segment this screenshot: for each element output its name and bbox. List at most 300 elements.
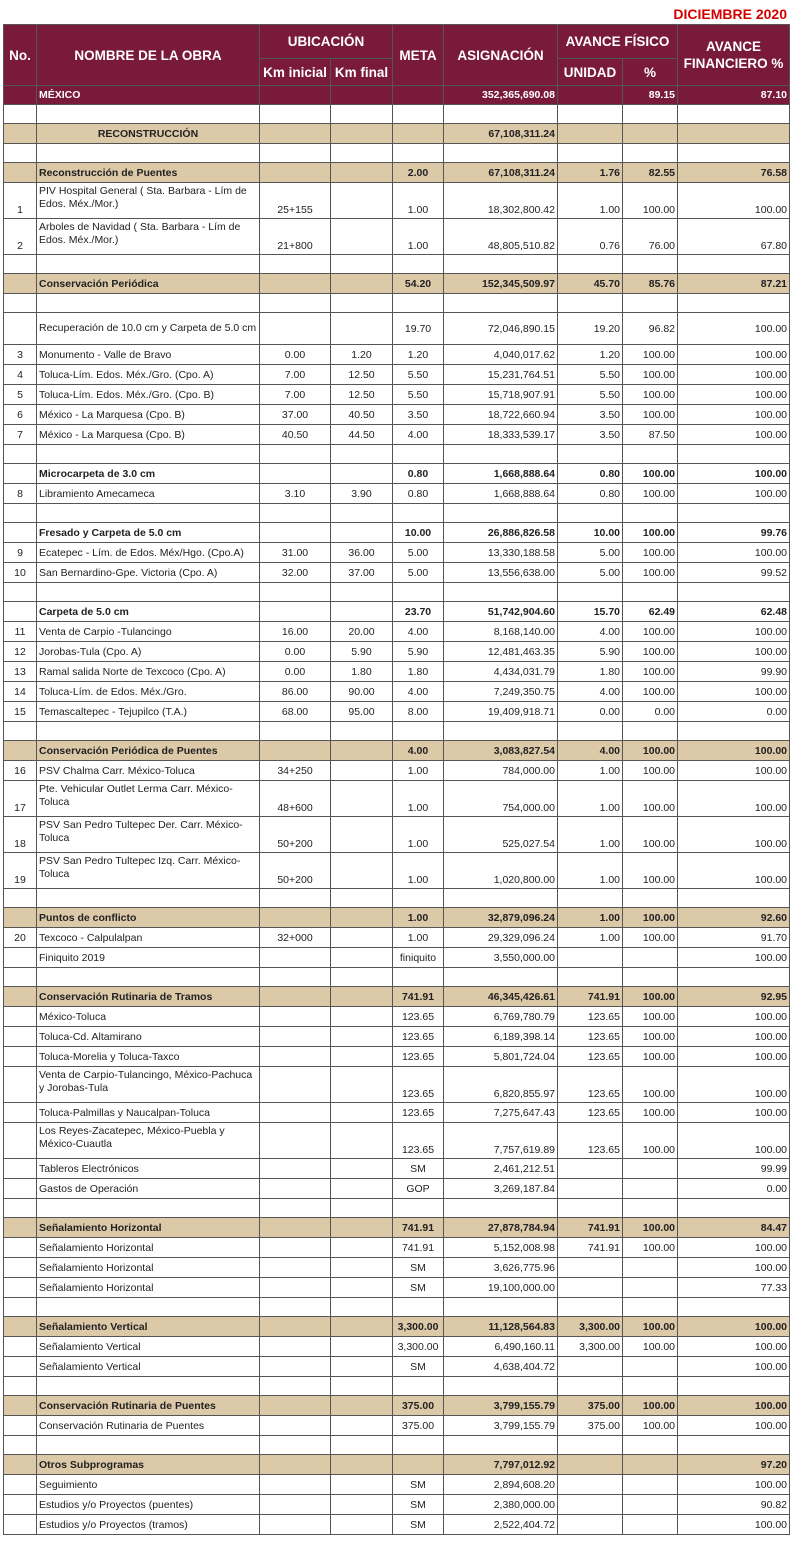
- cell-col-7: [623, 504, 678, 523]
- cell-col-4: 5.00: [393, 563, 444, 583]
- cell-col-6: 1.00: [558, 853, 623, 889]
- cell-col-4: SM: [393, 1495, 444, 1515]
- cell-col-8: 100.00: [678, 1357, 790, 1377]
- cell-col-4: 1.00: [393, 219, 444, 255]
- cell-col-0: [4, 1298, 37, 1317]
- cell-col-7: 100.00: [623, 817, 678, 853]
- cell-col-4: 741.91: [393, 1238, 444, 1258]
- cell-col-6: 1.00: [558, 183, 623, 219]
- cell-col-2: 0.00: [260, 345, 331, 365]
- cell-col-4: [393, 124, 444, 144]
- cell-col-8: 100.00: [678, 543, 790, 563]
- cell-col-0: [4, 908, 37, 928]
- cell-col-3: [331, 313, 393, 345]
- cell-col-3: [331, 183, 393, 219]
- cell-col-2: [260, 1159, 331, 1179]
- cell-col-5: 352,365,690.08: [444, 86, 558, 105]
- cell-col-7: 100.00: [623, 464, 678, 484]
- cell-col-4: [393, 86, 444, 105]
- cell-col-7: [623, 968, 678, 987]
- cell-col-8: [678, 255, 790, 274]
- table-row: [4, 163, 790, 183]
- cell-col-8: 100.00: [678, 642, 790, 662]
- cell-col-1: Toluca-Cd. Altamirano: [37, 1027, 260, 1047]
- cell-col-2: [260, 1047, 331, 1067]
- cell-col-2: [260, 722, 331, 741]
- cell-col-2: [260, 602, 331, 622]
- cell-col-1: [37, 1436, 260, 1455]
- table-row: [4, 425, 790, 445]
- cell-col-8: [678, 889, 790, 908]
- cell-col-1: Estudios y/o Proyectos (tramos): [37, 1515, 260, 1535]
- cell-col-7: 100.00: [623, 543, 678, 563]
- cell-col-2: 34+250: [260, 761, 331, 781]
- cell-col-6: [558, 1199, 623, 1218]
- cell-col-5: 3,083,827.54: [444, 741, 558, 761]
- cell-col-1: Señalamiento Horizontal: [37, 1218, 260, 1238]
- cell-col-5: 48,805,510.82: [444, 219, 558, 255]
- cell-col-3: [331, 602, 393, 622]
- cell-col-0: [4, 987, 37, 1007]
- table-row: [4, 908, 790, 928]
- cell-col-5: 2,461,212.51: [444, 1159, 558, 1179]
- cell-col-1: Estudios y/o Proyectos (puentes): [37, 1495, 260, 1515]
- cell-col-5: 67,108,311.24: [444, 163, 558, 183]
- header-km-inicial: Km inicial: [260, 59, 331, 86]
- cell-col-1: Los Reyes-Zacatepec, México-Puebla y México-Cuautla: [37, 1123, 260, 1159]
- cell-col-4: 5.50: [393, 385, 444, 405]
- table-body: [4, 86, 790, 1535]
- cell-col-3: [331, 761, 393, 781]
- table-row: [4, 1179, 790, 1199]
- cell-col-7: 100.00: [623, 781, 678, 817]
- cell-col-0: 7: [4, 425, 37, 445]
- cell-col-7: 100.00: [623, 365, 678, 385]
- cell-col-0: [4, 1475, 37, 1495]
- table-row: [4, 642, 790, 662]
- cell-col-8: 62.48: [678, 602, 790, 622]
- cell-col-8: 100.00: [678, 948, 790, 968]
- cell-col-2: [260, 313, 331, 345]
- cell-col-4: 1.00: [393, 853, 444, 889]
- cell-col-7: [623, 144, 678, 163]
- cell-col-3: [331, 1278, 393, 1298]
- cell-col-1: RECONSTRUCCIÓN: [37, 124, 260, 144]
- cell-col-6: 123.65: [558, 1123, 623, 1159]
- cell-col-2: 3.10: [260, 484, 331, 504]
- table-row: [4, 543, 790, 563]
- cell-col-4: SM: [393, 1159, 444, 1179]
- cell-col-5: 27,878,784.94: [444, 1218, 558, 1238]
- cell-col-1: Jorobas-Tula (Cpo. A): [37, 642, 260, 662]
- cell-col-8: [678, 722, 790, 741]
- table-row: [4, 1396, 790, 1416]
- cell-col-1: Ecatepec - Lím. de Edos. Méx/Hgo. (Cpo.A): [37, 543, 260, 563]
- cell-col-7: [623, 1258, 678, 1278]
- cell-col-0: 8: [4, 484, 37, 504]
- cell-col-2: 25+155: [260, 183, 331, 219]
- cell-col-7: [623, 1475, 678, 1495]
- blank-row: [4, 889, 790, 908]
- cell-col-1: [37, 504, 260, 523]
- blank-row: [4, 1199, 790, 1218]
- cell-col-2: [260, 504, 331, 523]
- cell-col-3: 12.50: [331, 365, 393, 385]
- table-row: [4, 1337, 790, 1357]
- cell-col-2: [260, 163, 331, 183]
- cell-col-5: 4,434,031.79: [444, 662, 558, 682]
- cell-col-4: SM: [393, 1515, 444, 1535]
- table-header: [4, 25, 790, 86]
- cell-col-3: [331, 968, 393, 987]
- cell-col-3: [331, 817, 393, 853]
- cell-col-1: PSV San Pedro Tultepec Der. Carr. México-Toluca: [37, 817, 260, 853]
- cell-col-2: [260, 255, 331, 274]
- cell-col-7: 100.00: [623, 1007, 678, 1027]
- cell-col-3: [331, 124, 393, 144]
- cell-col-4: [393, 1298, 444, 1317]
- cell-col-5: 18,302,800.42: [444, 183, 558, 219]
- cell-col-6: 15.70: [558, 602, 623, 622]
- cell-col-4: [393, 255, 444, 274]
- cell-col-4: 3.50: [393, 405, 444, 425]
- cell-col-5: 3,550,000.00: [444, 948, 558, 968]
- cell-col-8: 84.47: [678, 1218, 790, 1238]
- cell-col-4: GOP: [393, 1179, 444, 1199]
- cell-col-0: [4, 523, 37, 543]
- blank-row: [4, 1436, 790, 1455]
- cell-col-2: [260, 583, 331, 602]
- cell-col-4: [393, 105, 444, 124]
- cell-col-5: 2,894,608.20: [444, 1475, 558, 1495]
- cell-col-4: [393, 504, 444, 523]
- cell-col-3: [331, 464, 393, 484]
- cell-col-7: 100.00: [623, 1337, 678, 1357]
- cell-col-2: [260, 274, 331, 294]
- cell-col-2: [260, 445, 331, 464]
- cell-col-3: 37.00: [331, 563, 393, 583]
- cell-col-8: [678, 105, 790, 124]
- cell-col-1: [37, 1377, 260, 1396]
- cell-col-7: [623, 1199, 678, 1218]
- cell-col-8: 100.00: [678, 1475, 790, 1495]
- cell-col-5: 525,027.54: [444, 817, 558, 853]
- cell-col-2: [260, 1258, 331, 1278]
- cell-col-4: 1.00: [393, 183, 444, 219]
- cell-col-2: [260, 1317, 331, 1337]
- cell-col-0: 13: [4, 662, 37, 682]
- cell-col-8: 99.90: [678, 662, 790, 682]
- cell-col-1: México-Toluca: [37, 1007, 260, 1027]
- cell-col-3: [331, 583, 393, 602]
- cell-col-6: 3,300.00: [558, 1317, 623, 1337]
- cell-col-6: 3.50: [558, 405, 623, 425]
- cell-col-5: 2,380,000.00: [444, 1495, 558, 1515]
- cell-col-6: 741.91: [558, 1238, 623, 1258]
- cell-col-7: [623, 1377, 678, 1396]
- table-row: [4, 1495, 790, 1515]
- cell-col-4: 54.20: [393, 274, 444, 294]
- cell-col-5: 4,040,017.62: [444, 345, 558, 365]
- cell-col-1: Señalamiento Horizontal: [37, 1238, 260, 1258]
- cell-col-7: [623, 255, 678, 274]
- cell-col-6: [558, 294, 623, 313]
- cell-col-5: [444, 294, 558, 313]
- cell-col-0: [4, 1258, 37, 1278]
- cell-col-0: [4, 722, 37, 741]
- cell-col-4: 19.70: [393, 313, 444, 345]
- cell-col-7: 100.00: [623, 642, 678, 662]
- table-row: [4, 1455, 790, 1475]
- cell-col-4: 1.00: [393, 761, 444, 781]
- cell-col-2: 0.00: [260, 662, 331, 682]
- cell-col-4: SM: [393, 1357, 444, 1377]
- cell-col-2: [260, 889, 331, 908]
- cell-col-4: 123.65: [393, 1007, 444, 1027]
- cell-col-6: 123.65: [558, 1007, 623, 1027]
- cell-col-7: [623, 1515, 678, 1535]
- cell-col-0: [4, 1047, 37, 1067]
- cell-col-4: 5.90: [393, 642, 444, 662]
- cell-col-5: [444, 504, 558, 523]
- cell-col-0: 10: [4, 563, 37, 583]
- header-no: No.: [4, 25, 37, 86]
- cell-col-0: [4, 1416, 37, 1436]
- header-pct: %: [623, 59, 678, 86]
- cell-col-5: 15,718,907.91: [444, 385, 558, 405]
- cell-col-0: [4, 464, 37, 484]
- cell-col-7: 96.82: [623, 313, 678, 345]
- cell-col-8: 99.76: [678, 523, 790, 543]
- cell-col-4: 5.50: [393, 365, 444, 385]
- table-row: [4, 602, 790, 622]
- cell-col-0: [4, 1515, 37, 1535]
- cell-col-5: 6,769,780.79: [444, 1007, 558, 1027]
- cell-col-8: 87.10: [678, 86, 790, 105]
- cell-col-4: 3,300.00: [393, 1317, 444, 1337]
- cell-col-7: [623, 948, 678, 968]
- cell-col-1: Venta de Carpio -Tulancingo: [37, 622, 260, 642]
- cell-col-6: [558, 86, 623, 105]
- cell-col-2: [260, 1067, 331, 1103]
- table-row: [4, 563, 790, 583]
- cell-col-4: SM: [393, 1475, 444, 1495]
- cell-col-7: [623, 1278, 678, 1298]
- cell-col-1: Microcarpeta de 3.0 cm: [37, 464, 260, 484]
- cell-col-3: [331, 1047, 393, 1067]
- cell-col-6: [558, 1475, 623, 1495]
- cell-col-1: [37, 722, 260, 741]
- cell-col-7: 100.00: [623, 1317, 678, 1337]
- cell-col-8: 100.00: [678, 622, 790, 642]
- cell-col-3: 3.90: [331, 484, 393, 504]
- cell-col-8: [678, 1199, 790, 1218]
- cell-col-2: [260, 1357, 331, 1377]
- cell-col-1: Carpeta de 5.0 cm: [37, 602, 260, 622]
- report-date: DICIEMBRE 2020: [673, 6, 787, 22]
- cell-col-0: [4, 504, 37, 523]
- cell-col-5: [444, 255, 558, 274]
- cell-col-6: 1.00: [558, 928, 623, 948]
- cell-col-5: [444, 889, 558, 908]
- table-row: [4, 1027, 790, 1047]
- table-row: [4, 1416, 790, 1436]
- cell-col-0: [4, 1027, 37, 1047]
- table-row: [4, 345, 790, 365]
- cell-col-2: [260, 1475, 331, 1495]
- cell-col-8: 100.00: [678, 1123, 790, 1159]
- cell-col-3: [331, 1396, 393, 1416]
- cell-col-0: [4, 1337, 37, 1357]
- table-row: [4, 928, 790, 948]
- cell-col-6: 45.70: [558, 274, 623, 294]
- cell-col-3: 12.50: [331, 385, 393, 405]
- cell-col-7: [623, 722, 678, 741]
- cell-col-7: [623, 1357, 678, 1377]
- cell-col-2: [260, 741, 331, 761]
- table-row: [4, 702, 790, 722]
- cell-col-5: [444, 722, 558, 741]
- cell-col-4: [393, 445, 444, 464]
- table-row: [4, 405, 790, 425]
- cell-col-3: [331, 523, 393, 543]
- cell-col-0: 1: [4, 183, 37, 219]
- cell-col-8: 92.95: [678, 987, 790, 1007]
- cell-col-5: 6,820,855.97: [444, 1067, 558, 1103]
- cell-col-8: 0.00: [678, 702, 790, 722]
- cell-col-0: 16: [4, 761, 37, 781]
- cell-col-5: 11,128,564.83: [444, 1317, 558, 1337]
- cell-col-1: MÉXICO: [37, 86, 260, 105]
- cell-col-3: [331, 1416, 393, 1436]
- cell-col-1: Conservación Periódica de Puentes: [37, 741, 260, 761]
- cell-col-4: 2.00: [393, 163, 444, 183]
- cell-col-4: finiquito: [393, 948, 444, 968]
- cell-col-6: 123.65: [558, 1067, 623, 1103]
- cell-col-8: [678, 144, 790, 163]
- cell-col-1: Toluca-Lím. Edos. Méx./Gro. (Cpo. B): [37, 385, 260, 405]
- cell-col-7: 100.00: [623, 405, 678, 425]
- cell-col-3: [331, 889, 393, 908]
- table-row: [4, 1515, 790, 1535]
- cell-col-4: SM: [393, 1258, 444, 1278]
- cell-col-3: 1.20: [331, 345, 393, 365]
- cell-col-5: 13,556,638.00: [444, 563, 558, 583]
- cell-col-8: 100.00: [678, 1258, 790, 1278]
- cell-col-3: [331, 1455, 393, 1475]
- cell-col-0: [4, 105, 37, 124]
- cell-col-1: Señalamiento Horizontal: [37, 1278, 260, 1298]
- cell-col-0: [4, 1238, 37, 1258]
- cell-col-1: [37, 294, 260, 313]
- cell-col-4: [393, 889, 444, 908]
- cell-col-6: [558, 255, 623, 274]
- table-row: [4, 86, 790, 105]
- cell-col-4: 1.00: [393, 908, 444, 928]
- cell-col-3: 95.00: [331, 702, 393, 722]
- cell-col-5: 7,757,619.89: [444, 1123, 558, 1159]
- cell-col-2: [260, 1123, 331, 1159]
- cell-col-8: 100.00: [678, 464, 790, 484]
- cell-col-3: [331, 445, 393, 464]
- cell-col-4: 4.00: [393, 741, 444, 761]
- cell-col-3: [331, 987, 393, 1007]
- cell-col-6: [558, 105, 623, 124]
- cell-col-6: [558, 722, 623, 741]
- cell-col-6: 0.80: [558, 484, 623, 504]
- cell-col-8: 100.00: [678, 1515, 790, 1535]
- cell-col-3: [331, 255, 393, 274]
- table-row: [4, 385, 790, 405]
- cell-col-0: [4, 124, 37, 144]
- cell-col-5: 7,275,647.43: [444, 1103, 558, 1123]
- cell-col-8: 100.00: [678, 1027, 790, 1047]
- cell-col-7: 100.00: [623, 761, 678, 781]
- cell-col-5: 3,799,155.79: [444, 1416, 558, 1436]
- cell-col-8: 100.00: [678, 1238, 790, 1258]
- cell-col-3: [331, 1067, 393, 1103]
- cell-col-8: 100.00: [678, 405, 790, 425]
- cell-col-5: 8,168,140.00: [444, 622, 558, 642]
- cell-col-7: 100.00: [623, 662, 678, 682]
- cell-col-5: 5,801,724.04: [444, 1047, 558, 1067]
- cell-col-2: [260, 1218, 331, 1238]
- cell-col-2: [260, 1377, 331, 1396]
- cell-col-2: 68.00: [260, 702, 331, 722]
- cell-col-8: 100.00: [678, 853, 790, 889]
- cell-col-0: 20: [4, 928, 37, 948]
- cell-col-1: Venta de Carpio-Tulancingo, México-Pachuca y Jorobas-Tula: [37, 1067, 260, 1103]
- header-avance-financiero: AVANCE FINANCIERO %: [678, 25, 790, 86]
- cell-col-2: [260, 86, 331, 105]
- cell-col-1: Gastos de Operación: [37, 1179, 260, 1199]
- cell-col-5: 19,409,918.71: [444, 702, 558, 722]
- cell-col-0: 15: [4, 702, 37, 722]
- cell-col-6: [558, 968, 623, 987]
- cell-col-1: Conservación Periódica: [37, 274, 260, 294]
- cell-col-2: 0.00: [260, 642, 331, 662]
- cell-col-7: 100.00: [623, 853, 678, 889]
- cell-col-7: 100.00: [623, 1396, 678, 1416]
- table-row: [4, 1357, 790, 1377]
- cell-col-4: 3,300.00: [393, 1337, 444, 1357]
- table-row: [4, 1475, 790, 1495]
- cell-col-1: PIV Hospital General ( Sta. Barbara - Lím de Edos. Méx./Mor.): [37, 183, 260, 219]
- cell-col-5: 18,333,539.17: [444, 425, 558, 445]
- cell-col-2: [260, 1515, 331, 1535]
- table-row: [4, 741, 790, 761]
- cell-col-4: 1.00: [393, 928, 444, 948]
- cell-col-3: [331, 1007, 393, 1027]
- cell-col-7: 100.00: [623, 1218, 678, 1238]
- cell-col-6: [558, 1278, 623, 1298]
- cell-col-1: Monumento - Valle de Bravo: [37, 345, 260, 365]
- cell-col-6: 0.76: [558, 219, 623, 255]
- cell-col-8: 100.00: [678, 365, 790, 385]
- cell-col-7: 100.00: [623, 345, 678, 365]
- cell-col-4: 5.00: [393, 543, 444, 563]
- cell-col-7: 100.00: [623, 1238, 678, 1258]
- cell-col-1: Texcoco - Calpulalpan: [37, 928, 260, 948]
- cell-col-5: [444, 1199, 558, 1218]
- cell-col-0: [4, 163, 37, 183]
- cell-col-5: 7,249,350.75: [444, 682, 558, 702]
- cell-col-4: 4.00: [393, 425, 444, 445]
- cell-col-5: 754,000.00: [444, 781, 558, 817]
- cell-col-5: [444, 1298, 558, 1317]
- cell-col-2: 40.50: [260, 425, 331, 445]
- cell-col-1: [37, 1298, 260, 1317]
